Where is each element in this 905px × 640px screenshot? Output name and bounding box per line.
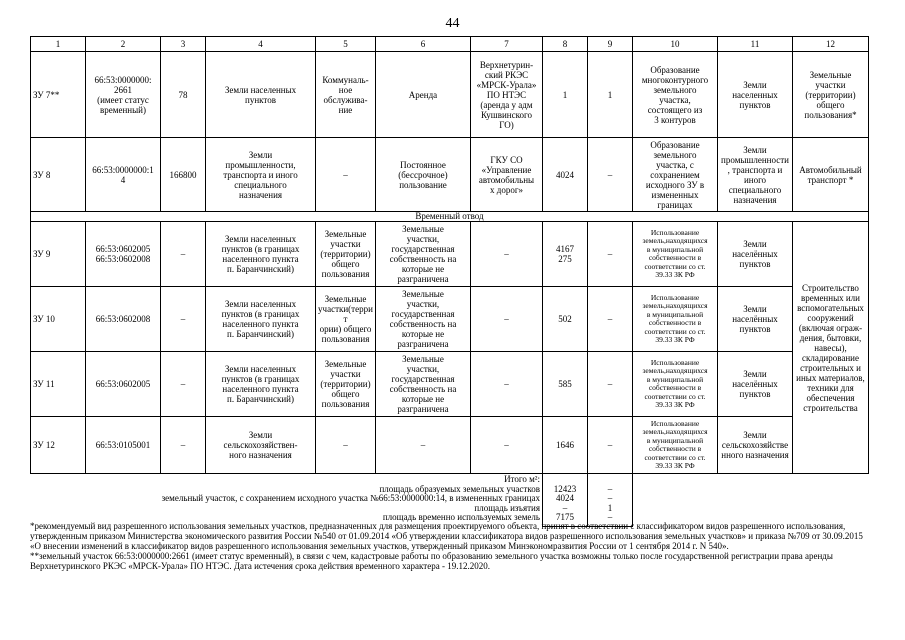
plot-id: ЗУ 12	[31, 417, 86, 474]
plot-id: ЗУ 9	[31, 222, 86, 287]
plot-id: ЗУ 11	[31, 352, 86, 417]
right-type: Земельные участки, государственная собственность на которые не разграничена	[376, 222, 471, 287]
new-category: Земли населённых пунктов	[718, 222, 793, 287]
new-area: 1646	[543, 417, 588, 474]
new-area: 502	[543, 287, 588, 352]
new-category: Земли промышленности , транспорта и иного специального назначения	[718, 138, 793, 212]
land-category: Земли населенных пунктов (в границах населенного пункта п. Баранчинский)	[206, 352, 316, 417]
table-row	[31, 138, 869, 212]
formation-method: Образование земельного участка, с сохранением исходного ЗУ в измененных границах	[633, 138, 718, 212]
header-cell: 10	[633, 37, 718, 52]
cadastral-number: 66:53:0602008	[86, 287, 161, 352]
formation-method: Использование земель,находящихся в муниципальной собственности в соответствии со ст. 39.33 ЗК РФ	[633, 417, 718, 474]
permitted-use: Коммуналь- ное обслужива- ние	[316, 52, 376, 138]
footnote-2: **земельный участок 66:53:0000000:2661 (имеет статус временный), в связи с чем, кадастровые работы по образованию земельного участка возможны только после государственной регистрации права аренды Верхнетуринского РКЭС «МРСК-Урала» ПО НТЭС. Дата истечения срока действия временного характера - 19.12.2020.	[30, 551, 833, 571]
header-cell: 5	[316, 37, 376, 52]
area: –	[161, 417, 206, 474]
header-cell: 1	[31, 37, 86, 52]
new-permitted-use: Автомобильный транспорт *	[793, 138, 869, 212]
section-title: Временный отвод	[31, 212, 869, 222]
right-holder: –	[471, 222, 543, 287]
table-row	[31, 417, 869, 474]
right-type: Земельные участки, государственная собственность на которые не разграничена	[376, 352, 471, 417]
right-type: Постоянное (бессрочное) пользование	[376, 138, 471, 212]
formation-method: Использование земель,находящихся в муниципальной собственности в соответствии со ст. 39.33 ЗК РФ	[633, 352, 718, 417]
cadastral-number: 66:53:0602005 66:53:0602008	[86, 222, 161, 287]
permitted-use: Земельные участки(террит ории) общего пользования	[316, 287, 376, 352]
new-category: Земли населённых пунктов	[718, 287, 793, 352]
header-cell: 9	[588, 37, 633, 52]
header-cell: 6	[376, 37, 471, 52]
section-row	[31, 212, 869, 222]
right-holder: –	[471, 417, 543, 474]
permitted-use: Земельные участки (территории) общего пользования	[316, 352, 376, 417]
cadastral-number: 66:53:0000000:1 4	[86, 138, 161, 212]
footnotes	[30, 521, 870, 571]
cadastral-number: 66:53:0000000: 2661 (имеет статус временный)	[86, 52, 161, 138]
permitted-use: Земельные участки (территории) общего пользования	[316, 222, 376, 287]
seized-area: –	[588, 222, 633, 287]
right-holder: Верхнетурин- ский РКЭС «МРСК-Урала» ПО НТЭС (аренда у адм Кушвинского ГО)	[471, 52, 543, 138]
right-holder: –	[471, 352, 543, 417]
header-cell: 7	[471, 37, 543, 52]
land-category: Земли населенных пунктов (в границах населенного пункта п. Баранчинский)	[206, 287, 316, 352]
new-area: 585	[543, 352, 588, 417]
header-row	[31, 37, 869, 52]
land-category: Земли сельскохозяйствен- ного назначения	[206, 417, 316, 474]
totals-row	[31, 474, 869, 527]
totals-seized-area: – – 1 –	[588, 474, 633, 527]
header-cell: 12	[793, 37, 869, 52]
formation-method: Использование земель,находящихся в муниципальной собственности в соответствии со ст. 39.33 ЗК РФ	[633, 222, 718, 287]
right-type: Земельные участки, государственная собственность на которые не разграничена	[376, 287, 471, 352]
footnote-1: *рекомендуемый вид разрешенного использования земельных участков, предназначенных для размещения проектируемого объекта, принят в соответствии с классификатором видов разрешенного использования, утвержденным приказом Министерства экономического развития России №540 от 01.09.2014 «Об утверждении классификатора видов разрешенного использования земельных участков» и приказа №709 от 30.09.2015 «О внесении изменений в классификатор видов разрешенного использования земельных участков, утвержденный приказом Минэкономразвития России от 1 сентября 2014 г. N 540».	[30, 521, 863, 551]
plot-id: ЗУ 8	[31, 138, 86, 212]
new-area: 1	[543, 52, 588, 138]
new-area: 4167 275	[543, 222, 588, 287]
area: –	[161, 222, 206, 287]
header-cell: 2	[86, 37, 161, 52]
right-type: Аренда	[376, 52, 471, 138]
seized-area: 1	[588, 52, 633, 138]
header-cell: 4	[206, 37, 316, 52]
cadastral-number: 66:53:0105001	[86, 417, 161, 474]
new-area: 4024	[543, 138, 588, 212]
right-holder: –	[471, 287, 543, 352]
table-row	[31, 222, 869, 287]
seized-area: –	[588, 138, 633, 212]
header-cell: 3	[161, 37, 206, 52]
land-category: Земли промышленности, транспорта и иного специального назначения	[206, 138, 316, 212]
right-holder: ГКУ СО «Управление автомобильны х дорог»	[471, 138, 543, 212]
area: –	[161, 352, 206, 417]
header-cell: 8	[543, 37, 588, 52]
table-row	[31, 287, 869, 352]
cadastral-number: 66:53:0602005	[86, 352, 161, 417]
new-category: Земли населенных пунктов	[718, 52, 793, 138]
formation-method: Образование многоконтурного земельного участка, состоящего из 3 контуров	[633, 52, 718, 138]
totals-label: Итого м²: площадь образуемых земельных участков земельный участок, с сохранением исходного участка №66:53:0000000:14, в измененных границах площадь изъятия площадь временно используемых земель	[31, 474, 543, 527]
plot-id: ЗУ 7**	[31, 52, 86, 138]
new-category: Земли сельскохозяйстве нного назначения	[718, 417, 793, 474]
formation-method: Использование земель,находящихся в муниципальной собственности в соответствии со ст. 39.33 ЗК РФ	[633, 287, 718, 352]
page-number: 44	[445, 16, 460, 31]
permitted-use: –	[316, 138, 376, 212]
seized-area: –	[588, 352, 633, 417]
new-category: Земли населённых пунктов	[718, 352, 793, 417]
seized-area: –	[588, 417, 633, 474]
area: 78	[161, 52, 206, 138]
land-plots-table	[30, 36, 869, 527]
land-category: Земли населенных пунктов	[206, 52, 316, 138]
seized-area: –	[588, 287, 633, 352]
area: –	[161, 287, 206, 352]
new-permitted-use: Земельные участки (территории) общего пользования*	[793, 52, 869, 138]
right-type: –	[376, 417, 471, 474]
totals-new-area: 12423 4024 – 7175	[543, 474, 588, 527]
table-row	[31, 352, 869, 417]
header-cell: 11	[718, 37, 793, 52]
area: 166800	[161, 138, 206, 212]
table-row	[31, 52, 869, 138]
land-category: Земли населенных пунктов (в границах населенного пункта п. Баранчинский)	[206, 222, 316, 287]
plot-id: ЗУ 10	[31, 287, 86, 352]
temp-permitted-use: Строительство временных или вспомогательных сооружений (включая ограж- дения, бытовки, навесы), складирование строительных и иных материалов, техники для обеспечения строительства	[793, 222, 869, 474]
permitted-use: –	[316, 417, 376, 474]
totals-empty	[633, 474, 869, 527]
